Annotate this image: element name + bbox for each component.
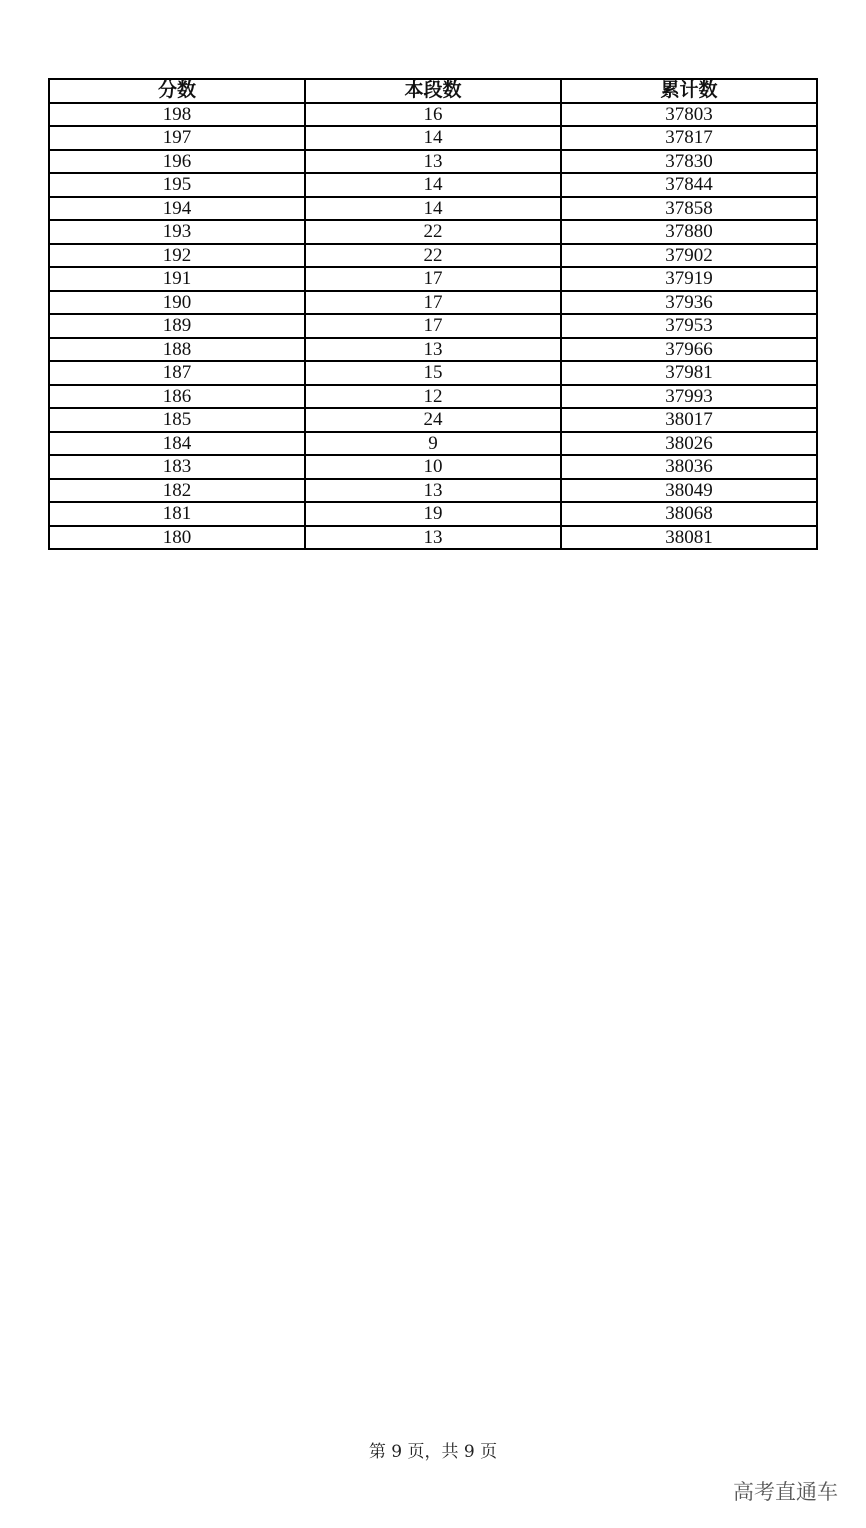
cell-score: 194	[49, 197, 305, 221]
table-row	[49, 150, 817, 174]
cell-cumulative-count: 37830	[561, 150, 817, 174]
cell-score: 180	[49, 526, 305, 550]
cell-segment-count: 9	[305, 432, 561, 456]
cell-cumulative-count: 37993	[561, 385, 817, 409]
cell-segment-count: 12	[305, 385, 561, 409]
cell-cumulative-count: 38049	[561, 479, 817, 503]
table-row	[49, 291, 817, 315]
table-body	[49, 103, 817, 550]
cell-segment-count: 17	[305, 291, 561, 315]
cell-segment-count: 17	[305, 267, 561, 291]
cell-score: 190	[49, 291, 305, 315]
cell-score: 189	[49, 314, 305, 338]
table-header-row	[49, 79, 817, 103]
cell-segment-count: 13	[305, 150, 561, 174]
table-row	[49, 408, 817, 432]
page-number-footer: 第 9 页，共 9 页	[368, 1442, 498, 1462]
cell-cumulative-count: 37803	[561, 103, 817, 127]
cell-score: 185	[49, 408, 305, 432]
cell-score: 198	[49, 103, 305, 127]
cell-score: 191	[49, 267, 305, 291]
cell-score: 195	[49, 173, 305, 197]
table-row	[49, 502, 817, 526]
cell-segment-count: 24	[305, 408, 561, 432]
cell-score: 183	[49, 455, 305, 479]
source-watermark: 高考直通车	[733, 1480, 838, 1504]
table-row	[49, 220, 817, 244]
cell-cumulative-count: 37817	[561, 126, 817, 150]
cell-cumulative-count: 37966	[561, 338, 817, 362]
cell-score: 193	[49, 220, 305, 244]
cell-score: 181	[49, 502, 305, 526]
cell-score: 187	[49, 361, 305, 385]
cell-segment-count: 10	[305, 455, 561, 479]
cell-score: 192	[49, 244, 305, 268]
table-row	[49, 197, 817, 221]
cell-cumulative-count: 37936	[561, 291, 817, 315]
header-segment-count: 本段数	[305, 79, 561, 103]
cell-segment-count: 17	[305, 314, 561, 338]
cell-segment-count: 13	[305, 338, 561, 362]
cell-segment-count: 14	[305, 126, 561, 150]
cell-segment-count: 13	[305, 479, 561, 503]
cell-cumulative-count: 37902	[561, 244, 817, 268]
table-row	[49, 267, 817, 291]
header-cumulative-count: 累计数	[561, 79, 817, 103]
cell-cumulative-count: 37981	[561, 361, 817, 385]
table-row	[49, 526, 817, 550]
cell-cumulative-count: 38068	[561, 502, 817, 526]
cell-segment-count: 22	[305, 244, 561, 268]
table-row	[49, 173, 817, 197]
cell-cumulative-count: 37919	[561, 267, 817, 291]
cell-score: 184	[49, 432, 305, 456]
cell-cumulative-count: 38036	[561, 455, 817, 479]
table-row	[49, 244, 817, 268]
score-distribution-table	[48, 78, 818, 550]
table-row	[49, 314, 817, 338]
cell-segment-count: 13	[305, 526, 561, 550]
cell-segment-count: 14	[305, 197, 561, 221]
table-row	[49, 361, 817, 385]
header-score: 分数	[49, 79, 305, 103]
table-row	[49, 126, 817, 150]
cell-segment-count: 15	[305, 361, 561, 385]
cell-segment-count: 14	[305, 173, 561, 197]
cell-cumulative-count: 37953	[561, 314, 817, 338]
table-row	[49, 385, 817, 409]
cell-segment-count: 19	[305, 502, 561, 526]
table-row	[49, 479, 817, 503]
cell-score: 197	[49, 126, 305, 150]
cell-score: 182	[49, 479, 305, 503]
cell-cumulative-count: 37858	[561, 197, 817, 221]
cell-cumulative-count: 37880	[561, 220, 817, 244]
cell-segment-count: 22	[305, 220, 561, 244]
cell-cumulative-count: 37844	[561, 173, 817, 197]
table-row	[49, 432, 817, 456]
cell-score: 188	[49, 338, 305, 362]
cell-segment-count: 16	[305, 103, 561, 127]
table-row	[49, 338, 817, 362]
table-row	[49, 103, 817, 127]
cell-score: 196	[49, 150, 305, 174]
table-row	[49, 455, 817, 479]
cell-cumulative-count: 38026	[561, 432, 817, 456]
cell-cumulative-count: 38017	[561, 408, 817, 432]
cell-cumulative-count: 38081	[561, 526, 817, 550]
cell-score: 186	[49, 385, 305, 409]
